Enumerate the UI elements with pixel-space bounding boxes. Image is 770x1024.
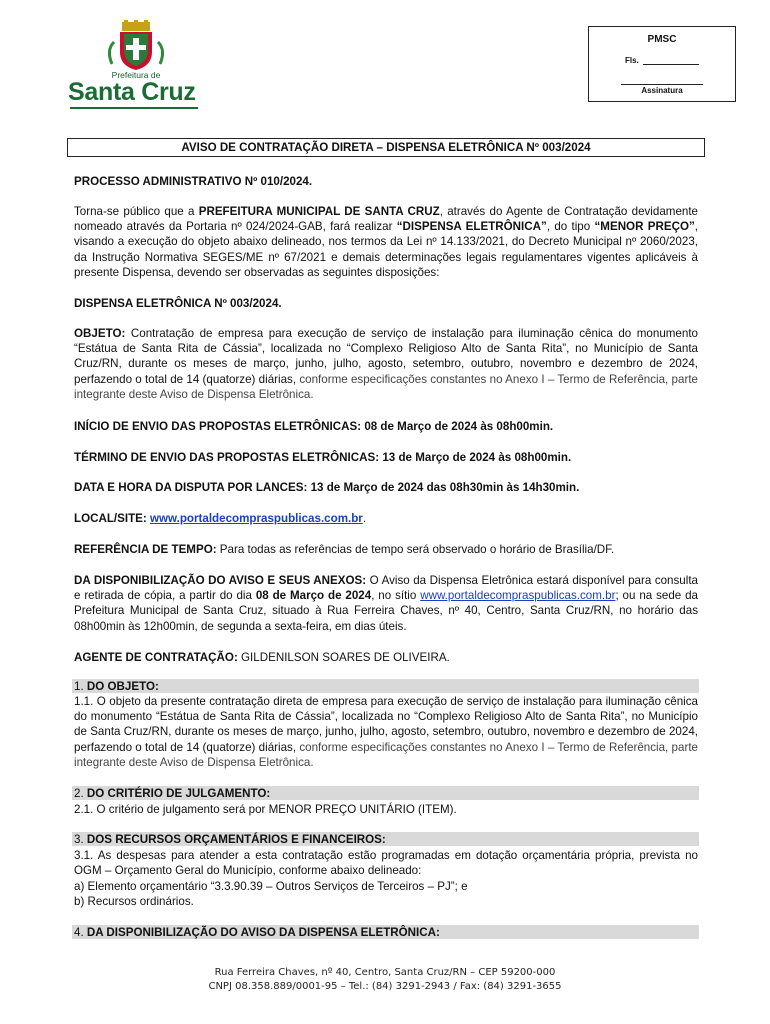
local-label: LOCAL/SITE: — [74, 512, 150, 525]
stamp-page-line — [643, 64, 699, 65]
dispensa-number: DISPENSA ELETRÔNICA Nº 003/2024. — [74, 297, 282, 310]
stamp-signature-label: Assinatura — [641, 86, 683, 95]
section-3-item-a: a) Elemento orçamentário “3.3.90.39 – Outros Serviços de Terceiros – PJ”; e — [74, 880, 468, 893]
section-title: DO OBJETO: — [86, 680, 159, 693]
footer-contact: CNPJ 08.358.889/0001-95 – Tel.: (84) 3291-2943 / Fax: (84) 3291-3655 — [208, 981, 562, 992]
agente-label: AGENTE DE CONTRATAÇÃO: — [74, 651, 238, 664]
intro-text: , do tipo — [546, 220, 595, 234]
section-3-text: 3.1. As despesas para atender a esta contratação estão programadas em dotação orçamentária própria, prevista no OGM – Orçamento Geral do Município, conforme abaixo delineado: — [74, 849, 698, 878]
disponibilizacao-paragraph — [74, 573, 698, 634]
disponibilizacao-label: DA DISPONIBILIZAÇÃO DO AVISO E SEUS ANEXOS: — [74, 574, 367, 587]
objeto-label: OBJETO: — [74, 327, 126, 340]
intro-entity: PREFEITURA MUNICIPAL DE SANTA CRUZ — [198, 205, 440, 218]
disponibilizacao-text: , no sítio — [371, 589, 421, 603]
section-3-item-b: b) Recursos ordinários. — [74, 895, 194, 908]
disponibilizacao-text: ; ou na sede da Prefeitura Municipal de Santa Cruz, situado à Rua Ferreira Chaves, nº 40, Centro, Santa Cruz/RN, no horário das 08h00min às 12h00min, de segunda a sexta-feira, em dias úteis. — [74, 589, 698, 633]
intro-text: , através do Agente de Contratação devidamente nomeado através da Portaria nº 024/2024-GAB, fará realizar — [74, 205, 699, 234]
agente-contratacao — [74, 650, 698, 665]
referencia-label: REFERÊNCIA DE TEMPO: — [74, 543, 217, 556]
intro-text: , visando a execução do objeto abaixo delineado, nos termos da Lei nº 14.133/2021, do Decreto Municipal nº 2060/2023, da Instrução Normativa SEGES/ME nº 67/2021 e demais determinações legais regulamentares vigentes aplicáveis à presente Dispensa, devendo ser observadas as seguintes disposições: — [74, 220, 698, 279]
disponibilizacao-text: O Aviso da Dispensa Eletrônica estará disponível para consulta e retirada de cópia, a partir do dia — [74, 574, 698, 603]
process-number: PROCESSO ADMINISTRATIVO Nº 010/2024. — [74, 175, 313, 188]
disputa-value: 13 de Março de 2024 das 08h30min às 14h30min. — [307, 481, 580, 494]
section-number: 1. — [74, 680, 87, 693]
referencia-text: Para todas as referências de tempo será observado o horário de Brasília/DF. — [216, 543, 615, 556]
inicio-label: INÍCIO DE ENVIO DAS PROPOSTAS ELETRÔNICAS: — [74, 420, 362, 433]
objeto-paragraph — [74, 326, 698, 402]
agente-name: GILDENILSON SOARES DE OLIVEIRA. — [237, 651, 450, 664]
inicio-value: 08 de Março de 2024 às 08h00min. — [361, 420, 554, 433]
objeto-text-ref: conforme especificações constantes no Anexo I – Termo de Referência, parte integrante deste Aviso de Dispensa Eletrônica. — [74, 372, 698, 401]
municipality-logo — [66, 20, 206, 110]
section-number: 3. — [74, 833, 87, 846]
logo-subtitle: Prefeitura de — [111, 70, 161, 80]
section-1-text — [74, 694, 698, 770]
section-1-body: 1.1. O objeto da presente contratação direta de empresa para execução de serviço de instalação para iluminação cênica do monumento “Estátua de Santa Rita de Cássia”, localizada no “Complexo Religioso Alto de Santa Rita”, no Município de Santa Cruz/RN, durante os meses de março, junho, julho, agosto, setembro, outubro, novembro e dezembro de 2024, perfazendo o total de 14 (quatorze) diárias, — [74, 695, 698, 754]
intro-text: Torna-se público que a — [74, 205, 199, 218]
disputa-label: DATA E HORA DA DISPUTA POR LANCES: — [74, 481, 308, 494]
referencia-tempo — [74, 542, 698, 557]
section-4-header — [72, 925, 699, 939]
data-disputa — [74, 480, 698, 495]
section-number: 4. — [74, 926, 87, 939]
document-title: AVISO DE CONTRATAÇÃO DIRETA – DISPENSA ELETRÔNICA Nº 003/2024 — [67, 138, 705, 157]
section-2-header — [72, 786, 699, 800]
protocol-stamp-box — [588, 26, 736, 102]
coat-of-arms-icon — [66, 20, 206, 72]
section-title: DO CRITÉRIO DE JULGAMENTO: — [86, 787, 271, 800]
section-1-header — [72, 679, 699, 693]
logo-city-name: Santa Cruz — [68, 78, 196, 106]
section-2-text: 2.1. O critério de julgamento será por MENOR PREÇO UNITÁRIO (ITEM). — [74, 803, 457, 816]
stamp-signature-line — [621, 84, 703, 85]
intro-type: “MENOR PREÇO” — [594, 220, 695, 234]
section-title: DOS RECURSOS ORÇAMENTÁRIOS E FINANCEIROS: — [86, 833, 386, 846]
termino-envio — [74, 450, 698, 465]
portal-link[interactable]: www.portaldecompraspublicas.com.br — [150, 512, 363, 525]
stamp-title: PMSC — [647, 34, 677, 45]
page-footer — [0, 966, 770, 994]
objeto-text: Contratação de empresa para execução de serviço de instalação para iluminação cênica do monumento “Estátua de Santa Rita de Cássia”, localizada no “Complexo Religioso Alto de Santa Rita”, no Município de Santa Cruz/RN, durante os meses de março, junho, julho, agosto, setembro, outubro, novembro e dezembro de 2024, perfazendo o total de 14 (quatorze) diárias, — [74, 327, 698, 386]
section-1-body-ref: conforme especificações constantes no Anexo I – Termo de Referência, parte integrante deste Aviso de Dispensa Eletrônica. — [74, 740, 698, 769]
termino-value: 13 de Março de 2024 às 08h00min. — [379, 451, 572, 464]
termino-label: TÉRMINO DE ENVIO DAS PROPOSTAS ELETRÔNICAS: — [74, 451, 380, 464]
logo-underline — [70, 107, 198, 109]
local-after: . — [362, 512, 367, 525]
section-number: 2. — [74, 787, 87, 800]
section-title: DA DISPONIBILIZAÇÃO DO AVISO DA DISPENSA ELETRÔNICA: — [86, 926, 440, 939]
intro-modality: “DISPENSA ELETRÔNICA” — [396, 220, 547, 234]
disponibilizacao-date: 08 de Março de 2024 — [255, 589, 372, 603]
local-site — [74, 511, 698, 526]
intro-paragraph — [74, 204, 698, 280]
portal-link[interactable]: www.portaldecompraspublicas.com.br — [420, 589, 616, 603]
footer-address: Rua Ferreira Chaves, nº 40, Centro, Santa Cruz/RN – CEP 59200-000 — [214, 967, 556, 978]
section-3-header — [72, 832, 699, 846]
inicio-envio — [74, 419, 698, 434]
stamp-page-label: Fls. — [625, 56, 639, 65]
